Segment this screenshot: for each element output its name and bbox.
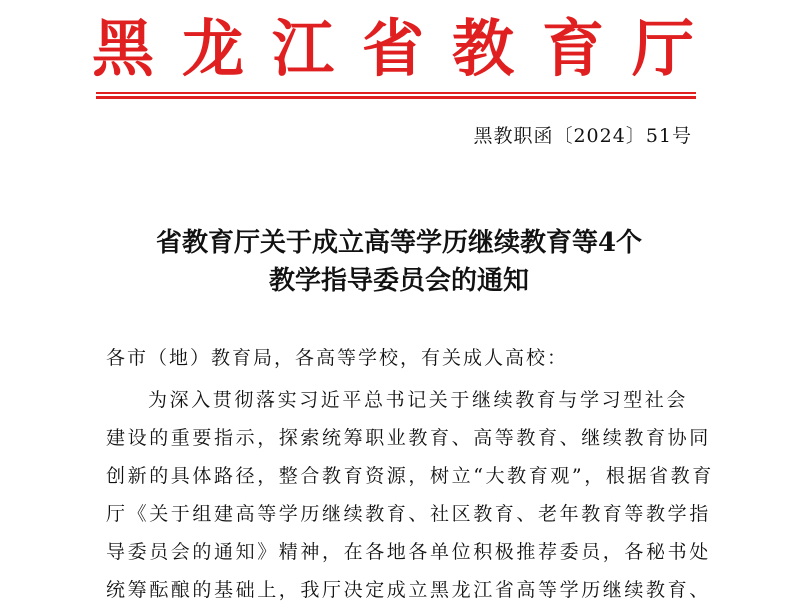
body-line: 厅《关于组建高等学历继续教育、社区教育、老年教育等教学指 (106, 503, 711, 525)
body-line: 统筹酝酿的基础上，我厅决定成立黑龙江省高等学历继续教育、 (106, 579, 711, 601)
body-line: 创新的具体路径，整合教育资源，树立“大教育观”，根据省教育 (106, 465, 714, 487)
salutation: 各市（地）教育局，各高等学校，有关成人高校： (106, 347, 569, 369)
document-title-line-2: 教学指导委员会的通知 (268, 266, 529, 296)
body-line: 导委员会的通知》精神，在各地各单位积极推荐委员，各秘书处 (106, 541, 711, 563)
body-paragraph (106, 381, 714, 609)
body-line: 为深入贯彻落实习近平总书记关于继续教育与学习型社会 (148, 389, 689, 411)
document-number: 黑教职函〔2024〕51号 (473, 125, 692, 147)
body-line: 建设的重要指示，探索统筹职业教育、高等教育、继续教育协同 (106, 427, 711, 449)
issuer-header: 黑龙江省教育厅 (91, 12, 722, 85)
red-divider-rule (96, 92, 696, 99)
document-title-line-1: 省教育厅关于成立高等学历继续教育等4个 (155, 228, 643, 258)
